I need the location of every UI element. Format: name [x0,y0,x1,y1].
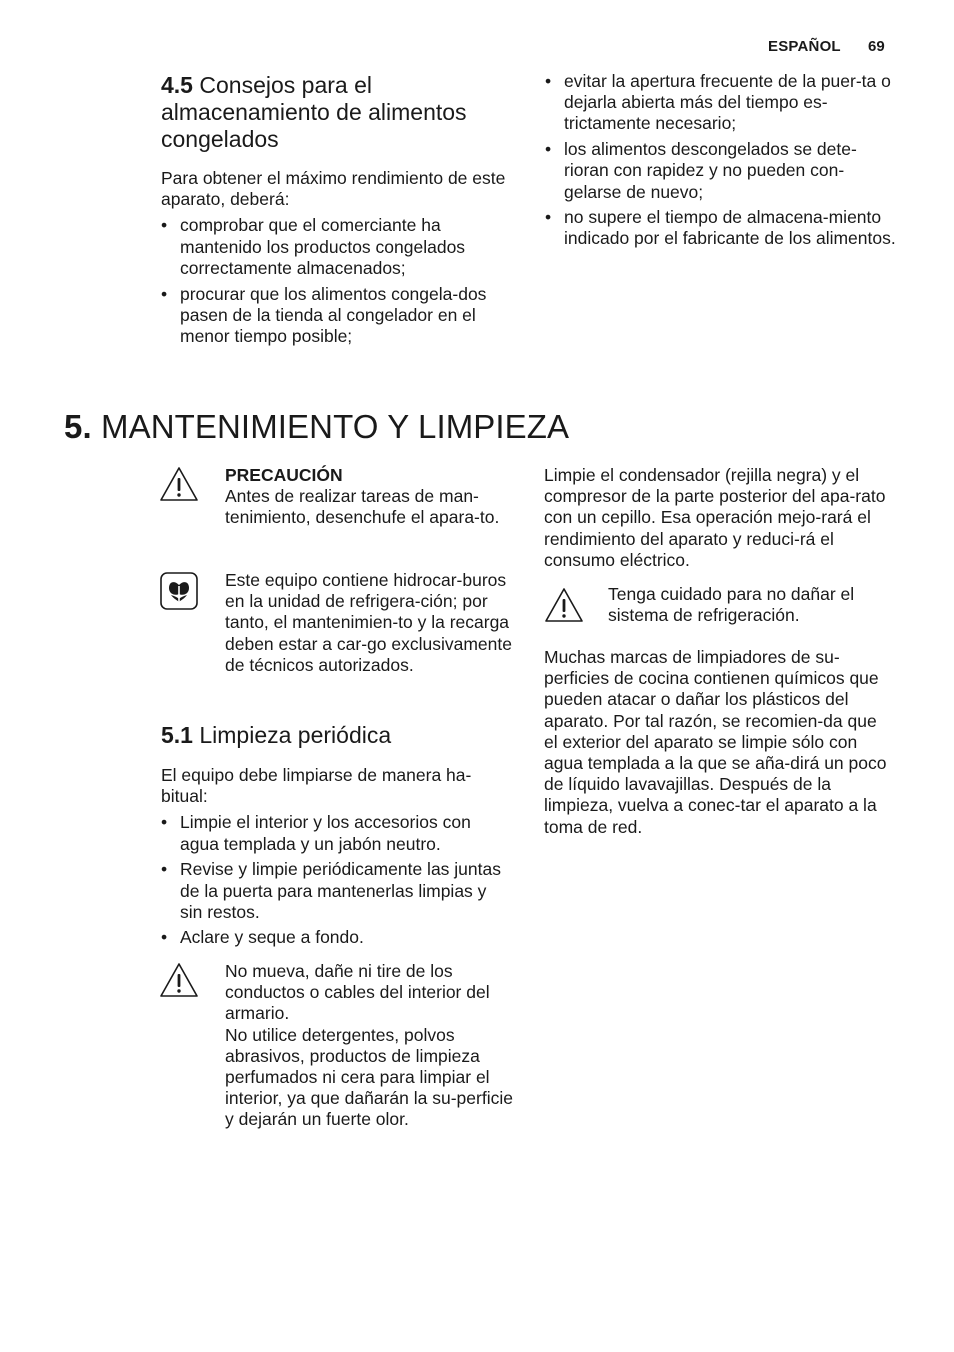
condenser-paragraph: Limpie el condensador (rejilla negra) y el compresor de la parte posterior del apa-rato con un cepillo. Esa operación mejo-rará el rendimiento del aparato y reduci-rá el consumo eléctrico. [544,465,886,570]
refrigeration-warning: Tenga cuidado para no dañar el sistema de refrigeración. [608,584,855,626]
list-item: • Revise y limpie periódicamente las juntas de la puerta para mantenerlas limpias y sin restos. [161,859,506,923]
section-4-5-title: Consejos para el almacenamiento de alimentos congelados [161,72,467,152]
list-item: • comprobar que el comerciante ha mantenido los productos congelados correctamente almacenados; [161,215,506,279]
section-5-title: MANTENIMIENTO Y LIMPIEZA [91,408,570,445]
list-item: • procurar que los alimentos congela-dos pasen de la tienda al congelador en el menor tiempo posible; [161,284,506,348]
caution-text: Antes de realizar tareas de man-tenimiento, desenchufe el apara-to. [225,486,500,528]
list-item: • los alimentos descongelados se dete-rioran con rapidez y no pueden con-gelarse de nuevo; [545,139,897,203]
list-item: • Limpie el interior y los accesorios con agua templada y un jabón neutro. [161,812,506,854]
section-4-5-number: 4.5 [161,72,193,98]
environment-leaf-icon [160,572,198,610]
section-5-number: 5. [64,408,92,445]
caution-block [225,465,515,529]
section-5-1-bullets [161,812,506,948]
section-5-1-title: Limpieza periódica [192,722,392,748]
warning-block [225,961,515,1131]
section-5-1-heading [161,722,521,749]
section-4-5-bullets-right [545,71,897,254]
list-item: • evitar la apertura frecuente de la puer-ta o dejarla abierta más del tiempo es-trictamente necesario; [545,71,897,135]
section-5-1-number: 5.1 [161,722,193,748]
section-5-heading [64,408,569,446]
list-item: • Aclare y seque a fondo. [161,927,506,948]
warning-triangle-icon [159,466,199,502]
section-4-5 [161,72,531,352]
page-number: 69 [868,38,885,55]
section-4-5-bullets-left [161,215,506,347]
list-item: • no supere el tiempo de almacena-miento indicado por el fabricante de los alimentos. [545,207,897,249]
warning-triangle-icon [544,587,584,623]
warning-triangle-icon [159,962,199,998]
cleaners-paragraph: Muchas marcas de limpiadores de su-perficies de cocina contienen químicos que pueden atacar o dañar los plásticos del aparato. Por tal razón, se recomien-da que el exterior del aparato se limpie sólo con agua templada a la que se aña-dirá un poco de líquido lavavajillas. Después de la limpieza, vuelva a conec-tar el aparato a la toma de red. [544,647,887,837]
caution-title: PRECAUCIÓN [225,465,343,485]
section-5-1-intro: El equipo debe limpiarse de manera ha-bitual: [161,765,472,807]
environment-text: Este equipo contiene hidrocar-buros en la unidad de refrigera-ción; por tanto, el mantenimien-to y la recarga deben estar a car-go exclusivamente de técnicos autorizados. [225,570,512,675]
warning-text-2: No utilice detergentes, polvos abrasivos, productos de limpieza perfumados ni cera para limpiar el interior, ya que dañarán la su-perficie y dejarán un fuerte olor. [225,1024,513,1130]
section-4-5-heading [161,72,531,153]
header-language: ESPAÑOL [768,38,841,55]
warning-text-1: No mueva, dañe ni tire de los conductos o cables del interior del armario. [225,961,490,1024]
section-5-1 [161,722,521,953]
section-4-5-intro: Para obtener el máximo rendimiento de este aparato, deberá: [161,168,506,210]
